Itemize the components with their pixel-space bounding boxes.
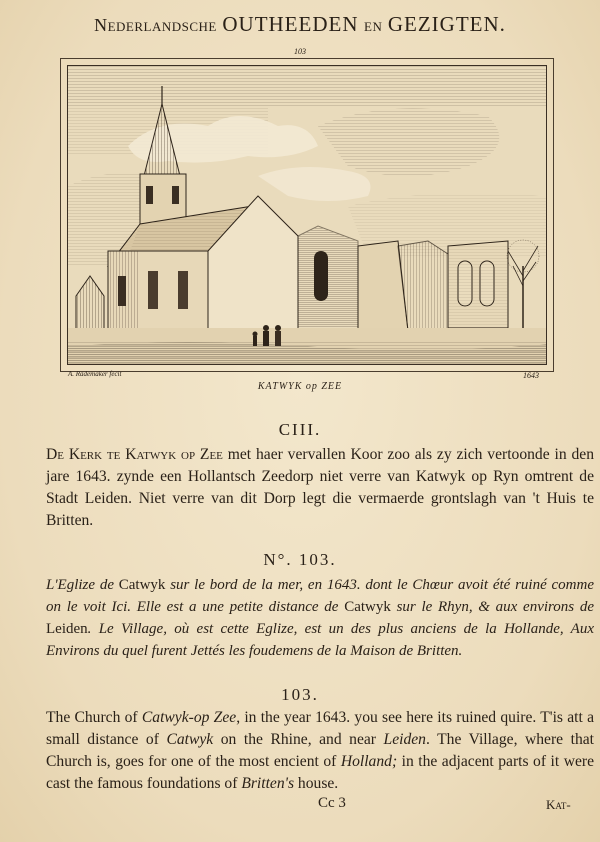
english-seg: house. (294, 775, 339, 792)
french-seg: Catwyk (118, 577, 166, 593)
engraving-image (67, 65, 547, 365)
english-seg: Leiden (383, 731, 426, 748)
engraving-plate (60, 58, 554, 372)
english-heading: 103. (281, 685, 319, 704)
plate-title: KATWYK op ZEE (257, 381, 343, 392)
plate-year: 1643 (523, 371, 539, 380)
french-seg: L'Eglize de (46, 577, 119, 593)
english-seg: The Church of (46, 709, 142, 726)
french-seg: . Le Village, où est cette Eglize, est un des plus anciens de la Hollande, Aux Environs du quel furent Jettés les foudemens de la Maison de Britten. (46, 621, 594, 659)
french-seg: Catwyk (344, 599, 391, 615)
english-paragraph (46, 707, 594, 795)
plate-number: 103 (294, 47, 306, 56)
english-seg: Britten's (241, 775, 295, 792)
french-seg: sur le bord de la mer, en 1643. dont le Chœur avoit été ruiné comme on le voit Ici. Elle est a une petite distance de (46, 577, 595, 615)
french-paragraph (46, 574, 594, 662)
english-seg: in the adjacent parts of it were cast the famous foundations of (46, 753, 594, 792)
running-header (0, 12, 600, 37)
header-word1: OUTHEEDEN (222, 12, 359, 36)
english-seg: Catwyk (166, 731, 214, 748)
english-seg: . The Village, where that Church is, goes for one of the most encient of (46, 731, 595, 770)
header-word2: GEZIGTEN. (387, 12, 506, 36)
french-seg: Leiden (46, 621, 88, 637)
english-seg: on the Rhine, and near (213, 731, 384, 748)
dutch-paragraph (46, 444, 594, 532)
english-seg: Catwyk-op Zee (141, 709, 237, 726)
dutch-text: met haer vervallen Koor zoo als zy zich vertoonde in den jare 1643. zynde een Hollantsch Zeedorp niet verre van Katwyk op Ryn omtrent de Stadt Leiden. Niet verre van dit Dorp legt die vermaerde grontslagh van 't Huis te Britten. (46, 446, 594, 529)
french-heading: N°. 103. (263, 550, 337, 569)
english-seg: , in the year 1643. you see here its ruined quire. T'is att a small distance of (46, 709, 594, 748)
engraver-credit: A. Rademaker fecit (68, 370, 122, 378)
header-conj: en (364, 15, 383, 35)
church-engraving-illustration (68, 66, 546, 364)
french-seg: sur le Rhyn, & aux environs de (390, 599, 595, 615)
catchword: Kat- (546, 797, 571, 812)
signature-mark: Cc 3 (318, 795, 346, 811)
header-prefix: Nederlandsche (94, 15, 217, 35)
english-seg: Holland; (340, 753, 398, 770)
dutch-lead: De Kerk te Katwyk op Zee (46, 446, 223, 463)
dutch-heading: CIII. (278, 420, 322, 439)
